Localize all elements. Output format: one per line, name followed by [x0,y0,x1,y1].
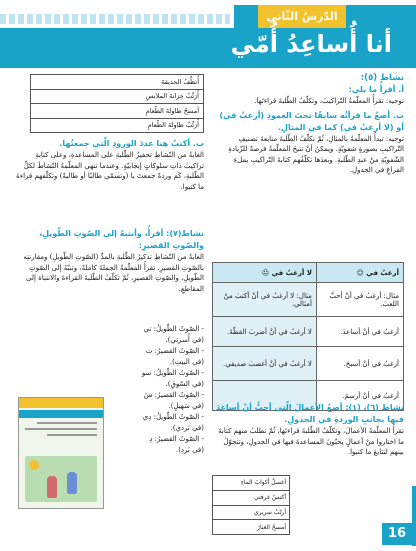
activity-text: تقرأُ المعلّمةُ الأعمالَ، وتكلّفُ الطّلبةَ قراءتَها، ثُمّ تطلبُ منهم كتابةَ ما اختاروا منْ أعمالٍ يحبّونَ المساعدةَ فيها في الجدولِ، وتتجوّلُ بينهم لتتابعَ ما كتبوا. [218,427,404,456]
answers-list [110,324,204,456]
table-cell: لا أرغبُ في أنْ أغضبَ صديقي. [213,347,317,381]
table-header: أرغبُ في ☺ [316,263,403,283]
answer-line: - الصّوتُ القصيرُ: ت [145,347,204,355]
left-section-b [14,138,204,192]
answer-example: (في البيتِ). [169,358,204,366]
activity-heading: نشاط(٧): أقرأُ، وأنتبهُ إلى الصّوتِ الطّويلِ، والصّوتِ القصيرِ: [39,229,204,250]
sun-illustration [29,460,39,470]
thumbnail-header [19,398,103,408]
box-item: أرتّبُ سريري [213,505,290,520]
chores-box [212,475,290,535]
lesson-label: الدّرسُ الثّاني [266,10,338,23]
thumbnail-title-bar [19,410,103,418]
page-header [0,0,416,66]
page-number: 16 [382,523,412,545]
activity-heading: نشاط (٦)، (١): أضعُ الأعمالَ الّتي أحبُّ أنْ أساعدَ فيها بجانبِ الوردةِ في الجدولِ. [215,403,404,424]
section-heading: ب. أضعُ ما قرأتُه سابقًا تحتَ العمودِ (أرغبُ في) أو (لا أرغبُ في) كما في المثالِ. [219,110,404,132]
answer-example: (في أُسرتي). [165,336,204,344]
preferences-table [212,262,404,411]
section-text: الغايةُ من النّشاطِ تحفيزُ الطّلبةِ على المساعدةِ، وعلى كتابةِ تراكيبَ ذاتِ سلوكاتٍ إيجابيّةٍ. وعندما تنهي المعلّمةُ النّشاطَ لكلِّ الطّلبةِ، كَم وردةً جمعتَ يا (وتسمّي طالبًا أو طالبةً) وتكلّفهم قراءةَ ما كتبوا. [16,151,204,191]
box-item: أكنسُ غرفتي [213,490,290,505]
table-cell: مثال: أرغبُ في أنْ أحبَّ اللعبَ. [316,283,403,317]
box-item: أمسحُ الغبارَ [257,523,286,531]
answer-example: (في سَهيلٍ). [168,402,204,410]
answer-line: - الصّوتُ الطّويلُ: سو [141,369,204,377]
header-stripes [0,14,230,24]
table-cell: مثال: لا أرغبُ في أنْ أكتبَ منْ أمثالي. [213,283,317,317]
activity-heading: نشاط (٥): [360,73,404,83]
right-activity-6 [214,402,404,458]
answer-example: (في بَردِ). [175,446,204,454]
box-item: أُرَتِّبُ خِزانةَ الملابسِ [31,89,204,104]
box-item: أمسحُ طاولةَ الطّعامِ [31,104,204,119]
figure-illustration [47,476,57,498]
left-activity-7 [14,228,204,294]
answer-line: - الصّوتُ القصيرُ: سَ [143,391,204,399]
answer-line: - الصّوتُ الطّويلُ: دِي [142,413,204,421]
answer-line: - الصّوتُ القصيرُ: دِ [149,435,204,443]
answer-example: (في السّوقِ). [165,380,204,388]
table-cell: لا أرغبُ في أنْ أضربَ القطّةَ. [213,317,317,347]
answer-line: - الصّوتُ الطّويلُ: تي [143,325,204,333]
textbook-page-thumbnail [18,397,104,509]
section-text: توجيه: تقرأُ المعلّمةُ التّراكيبَ، وتكلّفُ الطّلبةَ قراءتَها. [254,97,404,105]
section-heading: ب. أكتبُ هنا عددَ الورودِ الّتي جمعتُها. [59,139,204,148]
box-item: أُنظِّفُ الحديقةَ [31,75,204,90]
right-activity-5 [214,72,404,176]
left-activity-box [30,74,204,133]
answer-example: (في بَردي). [170,424,204,432]
table-header: لا أرغبُ في ☹ [213,263,317,283]
box-item: أُرَتِّبُ طاولةَ الطّعامِ [147,121,199,130]
table-cell: أرغبُ في أنْ أرسمَ. [316,381,403,411]
margin-bar [412,486,416,546]
page-title: أنا أُساعِدُ أُمّي [230,30,392,58]
section-heading: أ. أقرأُ ما يلي: [348,85,404,94]
table-cell: أرغبُ في أنْ أسبحَ. [316,347,403,381]
table-cell: أرغبُ في أنْ أساعدَ. [316,317,403,347]
section-text: توجيه: تبدأُ المعلّمةُ بالمثالِ، ثُمّ تكلّفُ الطّلبةَ متابعةَ تصنيفِ التّراكيبِ بصورةٍ شفويّةٍ. ويمكنُ أنْ تتيحَ المعلّمةُ فرصةً للزّيادةِ الشّفويّةِ منْ عندِ الطّلبةِ. وبعدَها تكلّفُهم كتابةَ التّراكيبِ بملءِ الفراغِ في الجدولِ. [228,134,404,174]
figure-illustration [67,472,77,494]
activity-text: الغايةُ من النّشاطِ تذكيرُ الطّلبةِ بالمدِّ (الصّوتِ الطّويلِ) ومقارنتِه بالصّوتِ القصيرِ. تقرأُ المعلّمةُ الجملةَ كاملةً، وتنبّهُ إلى الصّوتِ الطّويلِ، والصّوتِ القصيرِ، ثُمّ تكلّفُ الطّلبةَ القراءةَ والانتباهَ إلى المقاطعِ. [23,253,204,293]
box-item: أغسلُ أكوابَ الماءِ [213,476,290,491]
